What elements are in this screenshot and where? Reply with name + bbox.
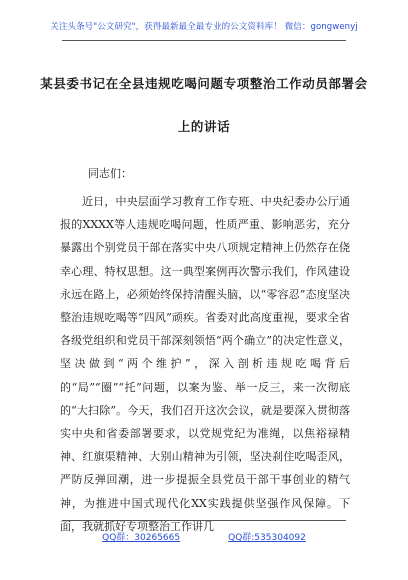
footer-qq-group-2: QQ群:535304092 — [228, 533, 306, 543]
footer — [0, 530, 408, 543]
header-divider — [62, 40, 346, 41]
salutation: 同志们： — [88, 167, 132, 180]
header-note: 关注头条号"公文研究"，获得最新最全最专业的公文资料库！ 微信：gongwenyj — [50, 22, 358, 32]
document-title-line2: 上的讲话 — [177, 119, 231, 134]
footer-divider — [62, 520, 346, 521]
body-paragraph: 近日，中央层面学习教育工作专班、中央纪委办公厅通报的XXXX等人违规吃喝问题，性质严重、影响恶劣，充分暴露出个别党员干部在落实中央八项规定精神上仍然存在侥幸心理、特权思想。这一典型案例再次警示我们，作风建设永远在路上，必须始终保持清醒头脑，以“零容忍”态度坚决整治违规吃喝等“四风”顽疾。省委对此高度重视，要求全省各级党组织和党员干部深刻领悟“两个确立”的决定性意义，坚决做到“两个维护”，深入剖析违规吃喝背后的“局”“圈”“托”问题，以案为鉴、举一反三，来一次彻底的“大扫除”。今天，我们召开这次会议，就是要深入贯彻落实中央和省委部署要求，以党规党纪为准绳，以焦裕禄精神、红旗渠精神、大别山精神为引领，坚决刹住吃喝歪风，严防反弹回潮，进一步提振全县党员干部干事创业的精气神，为推进中国式现代化XX实践提供坚强作风保障。下面，我就抓好专项整治工作讲几 — [60, 195, 350, 533]
document-title-line1: 某县委书记在全县违规吃喝问题专项整治工作动员部署会 — [40, 76, 368, 91]
footer-qq-group-1: QQ群：30265665 — [102, 533, 181, 543]
